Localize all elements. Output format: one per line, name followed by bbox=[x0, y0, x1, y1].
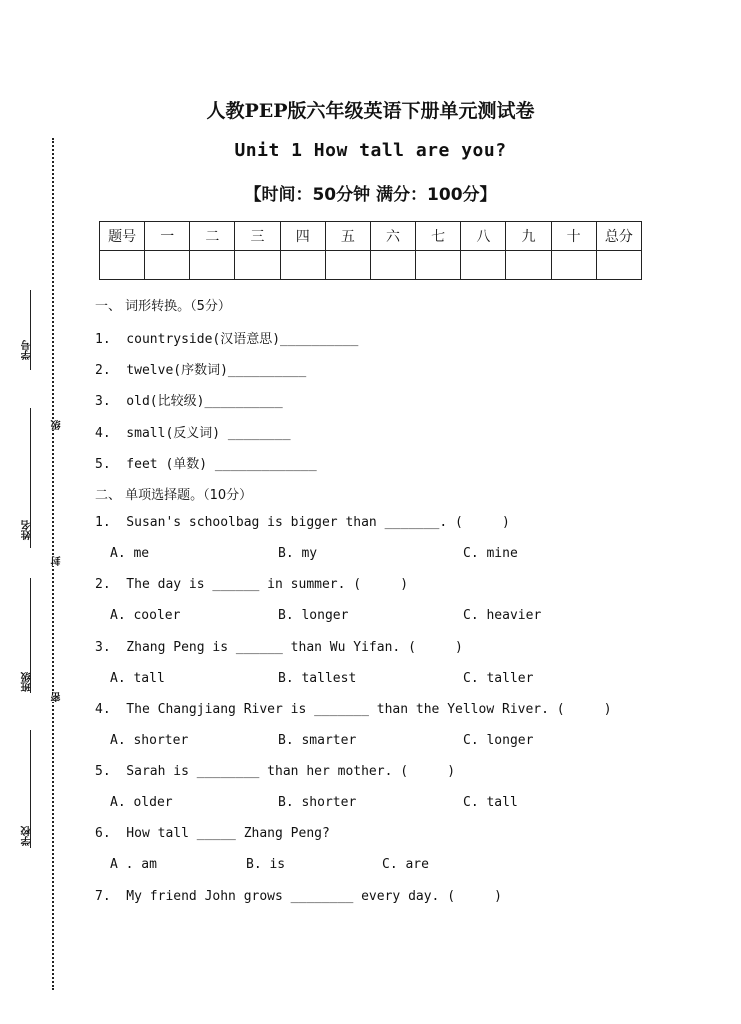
section1-heading: 一、 词形转换。（5分） bbox=[95, 299, 231, 314]
score-cell[interactable] bbox=[190, 251, 235, 280]
seal-mark-ji: 级 bbox=[52, 420, 63, 430]
question-3-option-c: C. taller bbox=[463, 671, 534, 686]
score-cell[interactable] bbox=[461, 251, 506, 280]
section1-item-1: 1. countryside(汉语意思)__________ bbox=[95, 332, 359, 347]
score-header-cell: 六 bbox=[370, 222, 415, 251]
section1-item-3: 3. old(比较级)__________ bbox=[95, 394, 283, 409]
score-table-score-row bbox=[100, 251, 642, 280]
score-header-cell: 七 bbox=[416, 222, 461, 251]
question-6-option-c: C. are bbox=[382, 857, 429, 872]
question-4-option-b: B. smarter bbox=[278, 733, 357, 748]
name-label: 姓名 bbox=[22, 520, 33, 540]
score-table-header-row bbox=[100, 222, 642, 251]
section1-item-2: 2. twelve(序数词)__________ bbox=[95, 363, 307, 378]
question-5-stem: 5. Sarah is ________ than her mother. ( ) bbox=[95, 764, 456, 779]
score-header-cell: 一 bbox=[145, 222, 190, 251]
question-5-option-a: A. older bbox=[110, 795, 173, 810]
question-4-stem: 4. The Changjiang River is _______ than the Yellow River. ( ) bbox=[95, 702, 612, 717]
question-6-option-a: A . am bbox=[110, 857, 157, 872]
question-4-option-a: A. shorter bbox=[110, 733, 189, 748]
question-6-option-b: B. is bbox=[246, 857, 286, 872]
score-cell[interactable] bbox=[551, 251, 596, 280]
question-3-stem: 3. Zhang Peng is ______ than Wu Yifan. ( ) bbox=[95, 640, 463, 655]
score-header-cell: 九 bbox=[506, 222, 551, 251]
question-2-stem: 2. The day is ______ in summer. ( ) bbox=[95, 577, 409, 592]
score-cell[interactable] bbox=[145, 251, 190, 280]
seal-mark-mi: 密 bbox=[52, 692, 63, 702]
time-score-info: 【时间：50分钟 满分：100分】 bbox=[244, 185, 497, 205]
unit-subtitle: Unit 1 How tall are you? bbox=[234, 140, 507, 161]
score-cell[interactable] bbox=[506, 251, 551, 280]
score-cell[interactable] bbox=[596, 251, 641, 280]
school-label: 学校 bbox=[22, 826, 33, 846]
score-table bbox=[99, 221, 642, 280]
question-5-option-b: B. shorter bbox=[278, 795, 357, 810]
score-header-cell: 十 bbox=[551, 222, 596, 251]
section1-item-4: 4. small(反义词) ________ bbox=[95, 426, 291, 441]
score-header-cell: 三 bbox=[235, 222, 280, 251]
score-cell[interactable] bbox=[325, 251, 370, 280]
section1-item-5: 5. feet (单数) _____________ bbox=[95, 457, 317, 472]
question-2-option-b: B. longer bbox=[278, 608, 349, 623]
score-cell[interactable] bbox=[416, 251, 461, 280]
score-cell[interactable] bbox=[100, 251, 145, 280]
question-3-option-b: B. tallest bbox=[278, 671, 357, 686]
section2-heading: 二、 单项选择题。（10分） bbox=[95, 488, 253, 503]
page-title: 人教PEP版六年级英语下册单元测试卷 bbox=[206, 100, 535, 122]
class-label: 班级 bbox=[22, 672, 33, 692]
question-6-stem: 6. How tall _____ Zhang Peng? bbox=[95, 826, 330, 841]
score-header-cell: 总分 bbox=[596, 222, 641, 251]
score-header-cell: 五 bbox=[325, 222, 370, 251]
score-header-cell: 四 bbox=[280, 222, 325, 251]
question-1-stem: 1. Susan's schoolbag is bigger than _______. ( ) bbox=[95, 515, 510, 530]
student-id-label: 学号 bbox=[22, 340, 33, 360]
question-3-option-a: A. tall bbox=[110, 671, 165, 686]
seal-mark-feng: 封 bbox=[52, 556, 63, 566]
score-cell[interactable] bbox=[235, 251, 280, 280]
question-1-option-a: A. me bbox=[110, 546, 150, 561]
score-header-cell: 二 bbox=[190, 222, 235, 251]
score-header-cell: 八 bbox=[461, 222, 506, 251]
question-2-option-c: C. heavier bbox=[463, 608, 542, 623]
question-5-option-c: C. tall bbox=[463, 795, 518, 810]
question-7-stem: 7. My friend John grows ________ every day. ( ) bbox=[95, 889, 502, 904]
score-cell[interactable] bbox=[370, 251, 415, 280]
question-2-option-a: A. cooler bbox=[110, 608, 181, 623]
question-4-option-c: C. longer bbox=[463, 733, 534, 748]
question-1-option-b: B. my bbox=[278, 546, 318, 561]
question-1-option-c: C. mine bbox=[463, 546, 518, 561]
score-cell[interactable] bbox=[280, 251, 325, 280]
score-header-cell: 题号 bbox=[100, 222, 145, 251]
